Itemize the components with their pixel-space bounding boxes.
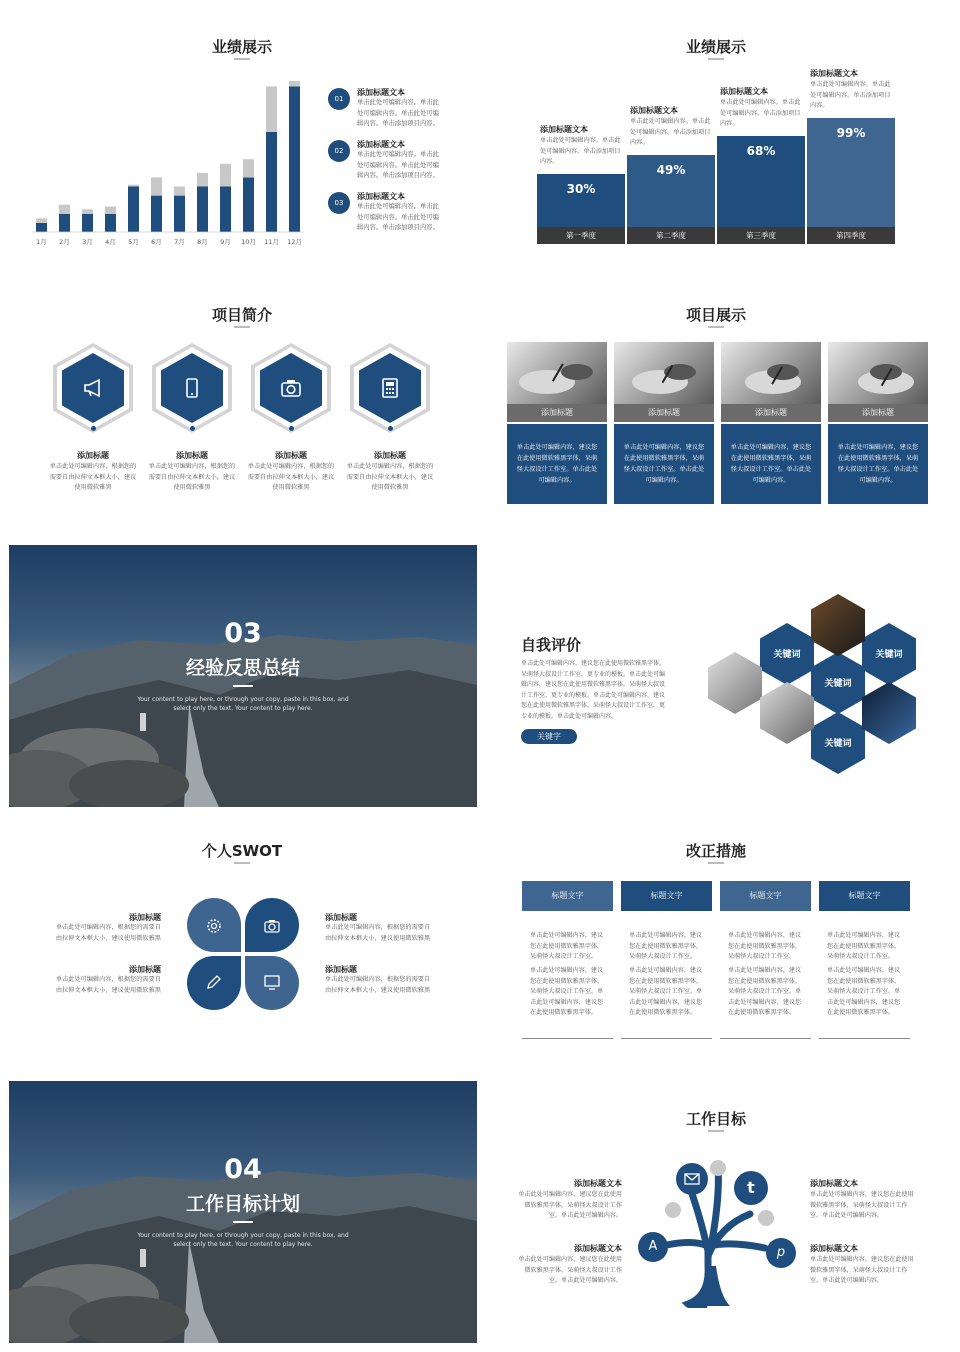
section-subtitle: Your content to play here, or through your copy, paste in this box, and select only the text. Your content to play here.: [137, 1232, 349, 1248]
section-number: 03: [224, 618, 262, 649]
item-body: 单击此处可编辑内容，根据您的需要自由拉伸文本框大小，建议使用微软雅黑: [346, 463, 434, 491]
section-slide-03: [9, 545, 477, 807]
title-underline: [233, 1221, 253, 1223]
column-header: 标题文字: [621, 881, 712, 911]
swot-body: 单击此处可编辑内容，根据您的需要自由拉伸文本框大小，建议使用微软雅黑: [55, 924, 161, 942]
bar-primary: [82, 214, 93, 232]
bar-secondary: [105, 207, 116, 214]
bar-secondary: [266, 86, 277, 131]
title-underline: [234, 862, 250, 864]
item-heading: 添加标题: [77, 451, 109, 460]
bar-body: 单击此处可编辑内容。单击此处可编辑内容。单击添加项目内容。: [630, 118, 711, 146]
keyword-label: 关键词: [824, 679, 852, 689]
camera-icon: [263, 917, 281, 935]
column-header: 标题文字: [720, 881, 811, 911]
card-heading: 添加标题: [828, 404, 928, 422]
column-divider: [522, 1038, 613, 1039]
bar-primary: [151, 196, 162, 232]
slide-title: 工作目标: [685, 1110, 746, 1128]
bar-secondary: [289, 81, 300, 86]
goal-body: 单击此处可编辑内容，建议您在此使用微软雅黑字体，呆萌怪大叔设计工作室。单击此处可编辑内容。: [810, 1256, 914, 1284]
business-photo: [828, 342, 928, 404]
keyword-label: 关键词: [875, 650, 903, 660]
title-underline: [234, 326, 250, 328]
item-body: 单击此处可编辑内容。单击此处可编辑内容。单击此处可编辑内容。单击添加项目内容。: [357, 99, 439, 127]
bar-secondary: [243, 159, 254, 177]
slide-title: 业绩展示: [211, 38, 272, 56]
bar-secondary: [82, 209, 93, 214]
bar-percent-label: 68%: [746, 144, 776, 158]
bar-secondary: [151, 177, 162, 195]
connector-dot: [289, 426, 294, 431]
bar-primary: [36, 223, 47, 232]
card-body: 单击此处可编辑内容，建议您在此使用微软雅黑字体，呆萌怪大叔设计工作室。单击此处可编辑内容。: [837, 444, 919, 484]
slide-title: 项目展示: [685, 306, 746, 324]
month-label: 11月: [264, 238, 279, 246]
card-heading: 添加标题: [721, 404, 821, 422]
connector-dot: [190, 426, 195, 431]
goal-heading: 添加标题文本: [810, 1179, 858, 1188]
item-heading: 添加标题文本: [357, 140, 405, 149]
month-label: 1月: [36, 238, 47, 246]
bar-primary: [105, 214, 116, 232]
column-header: 标题文字: [522, 881, 613, 911]
camera-icon: [279, 376, 303, 400]
section-number: 04: [224, 1154, 262, 1185]
column-paragraph-1: 单击此处可编辑内容，建议您在此使用微软雅黑字体，呆萌怪大叔设计工作室。: [827, 932, 901, 960]
month-label: 6月: [151, 238, 162, 246]
item-heading: 添加标题: [275, 451, 307, 460]
bar-secondary: [220, 164, 231, 187]
pinterest-icon: p: [766, 1238, 796, 1268]
goal-body: 单击此处可编辑内容，建议您在此使用微软雅黑字体，呆萌怪大叔设计工作室。单击此处可编辑内容。: [518, 1256, 622, 1284]
bar-percent-label: 30%: [566, 182, 596, 196]
slide-title: 项目简介: [211, 306, 272, 324]
mail-icon: [684, 1173, 700, 1185]
bar-primary: [289, 86, 300, 232]
month-label: 12月: [287, 238, 302, 246]
slide-title: 个人SWOT: [201, 842, 283, 860]
item-body: 单击此处可编辑内容。单击此处可编辑内容。单击此处可编辑内容。单击添加项目内容。: [357, 203, 439, 231]
column-paragraph-1: 单击此处可编辑内容，建议您在此使用微软雅黑字体，呆萌怪大叔设计工作室。: [629, 932, 703, 960]
item-number-badge: 02: [328, 140, 350, 162]
swot-body: 单击此处可编辑内容，根据您的需要自由拉伸文本框大小，建议使用微软雅黑: [325, 976, 431, 994]
slide-title: 改正措施: [685, 842, 746, 860]
item-body: 单击此处可编辑内容，根据您的需要自由拉伸文本框大小，建议使用微软雅黑: [49, 463, 137, 491]
gear-icon: [205, 917, 223, 935]
goal-body: 单击此处可编辑内容，建议您在此使用微软雅黑字体，呆萌怪大叔设计工作室。单击此处可编辑内容。: [518, 1191, 622, 1219]
bar-secondary: [128, 185, 139, 187]
card-heading: 添加标题: [614, 404, 714, 422]
card-heading: 添加标题: [507, 404, 607, 422]
month-label: 3月: [82, 238, 93, 246]
month-label: 10月: [241, 238, 256, 246]
bar-primary: [174, 196, 185, 232]
title-underline: [233, 685, 253, 687]
swot-heading: 添加标题: [129, 965, 161, 974]
goal-heading: 添加标题文本: [574, 1244, 622, 1253]
keyword-button[interactable]: 关键字: [521, 729, 577, 744]
appstore-icon: A: [638, 1232, 668, 1262]
quarter-label: 第二季度: [627, 227, 715, 244]
column-divider: [720, 1038, 811, 1039]
swot-heading: 添加标题: [325, 965, 357, 974]
bar-percent-label: 99%: [836, 126, 866, 140]
goal-heading: 添加标题文本: [574, 1179, 622, 1188]
swot-heading: 添加标题: [325, 913, 357, 922]
card-body: 单击此处可编辑内容，建议您在此使用微软雅黑字体，呆萌怪大叔设计工作室。单击此处可编辑内容。: [730, 444, 812, 484]
megaphone-icon: [81, 376, 105, 400]
column-paragraph-1: 单击此处可编辑内容，建议您在此使用微软雅黑字体，呆萌怪大叔设计工作室。: [728, 932, 802, 960]
bar-heading: 添加标题文本: [810, 69, 858, 78]
card-body: 单击此处可编辑内容，建议您在此使用微软雅黑字体，呆萌怪大叔设计工作室。单击此处可编辑内容。: [623, 444, 705, 484]
pencil-icon: [205, 973, 223, 991]
item-heading: 添加标题: [176, 451, 208, 460]
column-paragraph-2: 单击此处可编辑内容，建议您在此使用微软雅黑字体，呆萌怪大叔设计工作室。单击此处可编辑内容，建议您在此使用微软雅黑字体。: [827, 967, 901, 1016]
title-underline: [234, 58, 250, 60]
photo-hexagon: [708, 652, 762, 714]
item-heading: 添加标题文本: [357, 192, 405, 201]
item-body: 单击此处可编辑内容，根据您的需要自由拉伸文本框大小，建议使用微软雅黑: [148, 463, 236, 491]
bar-body: 单击此处可编辑内容。单击此处可编辑内容。单击添加项目内容。: [540, 137, 621, 165]
title-underline: [708, 862, 724, 864]
connector-dot: [388, 426, 393, 431]
section-subtitle: Your content to play here, or through your copy, paste in this box, and select only the text. Your content to play here.: [137, 696, 349, 712]
bar-primary: [128, 187, 139, 233]
business-photo: [614, 342, 714, 404]
item-heading: 添加标题: [374, 451, 406, 460]
card-body: 单击此处可编辑内容，建议您在此使用微软雅黑字体，呆萌怪大叔设计工作室。单击此处可编辑内容。: [516, 444, 598, 484]
month-label: 4月: [105, 238, 116, 246]
month-label: 7月: [174, 238, 185, 246]
quarter-label: 第三季度: [717, 227, 805, 244]
column-header: 标题文字: [819, 881, 910, 911]
item-number-badge: 01: [328, 88, 350, 110]
photo-hexagon: [760, 682, 814, 744]
bar-primary: [59, 214, 70, 232]
bar-heading: 添加标题文本: [720, 87, 768, 96]
swot-heading: 添加标题: [129, 913, 161, 922]
description-text: 单击此处可编辑内容，建议您在此使用微软雅黑字体，呆萌怪大叔设计工作室，更专业的模板。单击此处可编辑内容，建议您在此使用微软雅黑字体，呆萌怪大叔设计工作室，更专业的模板。单击此处可编辑内容，建议您在此使用微软雅黑字体，呆萌怪大叔设计工作室，更专业的模板。单击此处可编辑内容。: [521, 660, 666, 720]
business-photo: [507, 342, 607, 404]
bar-secondary: [174, 187, 185, 196]
bar-heading: 添加标题文本: [540, 125, 588, 134]
bar-primary: [197, 187, 208, 233]
section-title: 经验反思总结: [185, 657, 300, 679]
stacked-bar-chart: [28, 66, 308, 250]
quarter-label: 第一季度: [537, 227, 625, 244]
title-underline: [708, 58, 724, 60]
column-divider: [819, 1038, 910, 1039]
slide-title: 业绩展示: [685, 38, 746, 56]
month-label: 9月: [220, 238, 231, 246]
connector-dot: [91, 426, 96, 431]
photo-hexagon: [811, 594, 865, 656]
item-body: 单击此处可编辑内容。单击此处可编辑内容。单击此处可编辑内容。单击添加项目内容。: [357, 151, 439, 179]
month-label: 8月: [197, 238, 208, 246]
column-paragraph-2: 单击此处可编辑内容，建议您在此使用微软雅黑字体，呆萌怪大叔设计工作室。单击此处可编辑内容，建议您在此使用微软雅黑字体。: [629, 967, 703, 1016]
bar-body: 单击此处可编辑内容。单击此处可编辑内容。单击添加项目内容。: [720, 99, 801, 127]
phone-icon: [180, 376, 204, 400]
bar-primary: [220, 187, 231, 233]
keyword-label: 关键词: [824, 739, 852, 749]
calculator-icon: [378, 376, 402, 400]
bar-secondary: [59, 205, 70, 214]
column-paragraph-2: 单击此处可编辑内容，建议您在此使用微软雅黑字体，呆萌怪大叔设计工作室。单击此处可编辑内容，建议您在此使用微软雅黑字体。: [530, 967, 604, 1016]
column-divider: [621, 1038, 712, 1039]
section-slide-04: [9, 1081, 477, 1343]
photo-hexagon: [862, 682, 916, 744]
swot-body: 单击此处可编辑内容，根据您的需要自由拉伸文本框大小，建议使用微软雅黑: [55, 976, 161, 994]
title-underline: [708, 1130, 724, 1132]
tumblr-icon: t: [734, 1171, 768, 1205]
item-body: 单击此处可编辑内容，根据您的需要自由拉伸文本框大小，建议使用微软雅黑: [247, 463, 335, 491]
item-number-badge: 03: [328, 192, 350, 214]
keyword-label: 关键词: [773, 650, 801, 660]
bar-secondary: [197, 173, 208, 187]
monitor-icon: [263, 973, 281, 991]
month-label: 5月: [128, 238, 139, 246]
business-photo: [721, 342, 821, 404]
slide-title: 自我评价: [521, 636, 582, 654]
column-paragraph-2: 单击此处可编辑内容，建议您在此使用微软雅黑字体，呆萌怪大叔设计工作室。单击此处可编辑内容，建议您在此使用微软雅黑字体。: [728, 967, 802, 1016]
bar-body: 单击此处可编辑内容。单击此处可编辑内容。单击添加项目内容。: [810, 81, 891, 109]
goal-heading: 添加标题文本: [810, 1244, 858, 1253]
swot-body: 单击此处可编辑内容，根据您的需要自由拉伸文本框大小，建议使用微软雅黑: [325, 924, 431, 942]
quarter-label: 第四季度: [807, 227, 895, 244]
section-title: 工作目标计划: [185, 1193, 300, 1215]
title-underline: [708, 326, 724, 328]
bar-primary: [243, 177, 254, 232]
bar-primary: [266, 132, 277, 232]
bar-secondary: [36, 218, 47, 223]
goal-body: 单击此处可编辑内容，建议您在此使用微软雅黑字体，呆萌怪大叔设计工作室。单击此处可编辑内容。: [810, 1191, 914, 1219]
item-heading: 添加标题文本: [357, 88, 405, 97]
bar-percent-label: 49%: [656, 163, 686, 177]
bar-heading: 添加标题文本: [630, 106, 678, 115]
column-paragraph-1: 单击此处可编辑内容，建议您在此使用微软雅黑字体，呆萌怪大叔设计工作室。: [530, 932, 604, 960]
month-label: 2月: [59, 238, 70, 246]
